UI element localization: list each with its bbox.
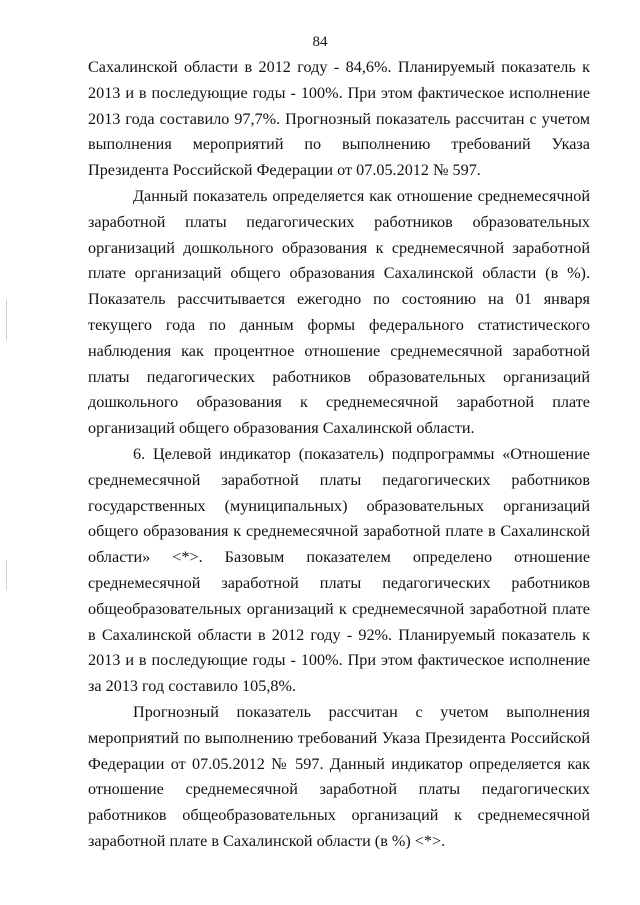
paragraph-continuation: Сахалинской области в 2012 году - 84,6%. Планируемый показатель к 2013 и в последующие годы - 100%. При этом фактическое исполнение 2013 года составило 97,7%. Прогнозный показатель рассчитан с учетом выполнения мероприятий по выполнению требований Указа Президента Российской Федерации от 07.05.2012 № 597. (88, 58, 590, 180)
paragraph-indicator-definition: Данный показатель определяется как отношение среднемесячной заработной платы педагогических работников образовательных организаций дошкольного образования к среднемесячной заработной плате организаций общего образования Сахалинской области (в %). Показатель рассчитывается ежегодно по состоянию на 01 января текущего года по данным формы федерального статистического наблюдения как процентное отношение среднемесячной заработной платы педагогических работников образовательных организаций дошкольного образования к среднемесячной заработной плате организаций общего образования Сахалинской области. (88, 186, 590, 438)
paragraph-target-indicator-6: 6. Целевой индикатор (показатель) подпрограммы «Отношение среднемесячной заработной платы педагогических работников государственных (муниципальных) образовательных организаций общего образования к среднемесячной заработной плате в Сахалинской области» <*>. Базовым показателем определено отношение среднемесячной заработной платы педагогических работников общеобразовательных организаций к среднемесячной заработной плате в Сахалинской области в 2012 году - 92%. Планируемый показатель к 2013 и в последующие годы - 100%. При этом фактическое исполнение за 2013 год составило 105,8%. (88, 444, 590, 696)
scan-edge-mark (6, 300, 7, 340)
scan-edge-mark (6, 560, 7, 590)
page-number: 84 (312, 34, 328, 50)
paragraph-forecast-indicator: Прогнозный показатель рассчитан с учетом выполнения мероприятий по выполнению требований Указа Президента Российской Федерации от 07.05.2012 № 597. Данный индикатор определяется как отношение среднемесячной заработной платы педагогических работников общеобразовательных организаций к среднемесячной заработной плате в Сахалинской области (в %) <*>. (88, 702, 590, 850)
document-body (88, 55, 590, 855)
